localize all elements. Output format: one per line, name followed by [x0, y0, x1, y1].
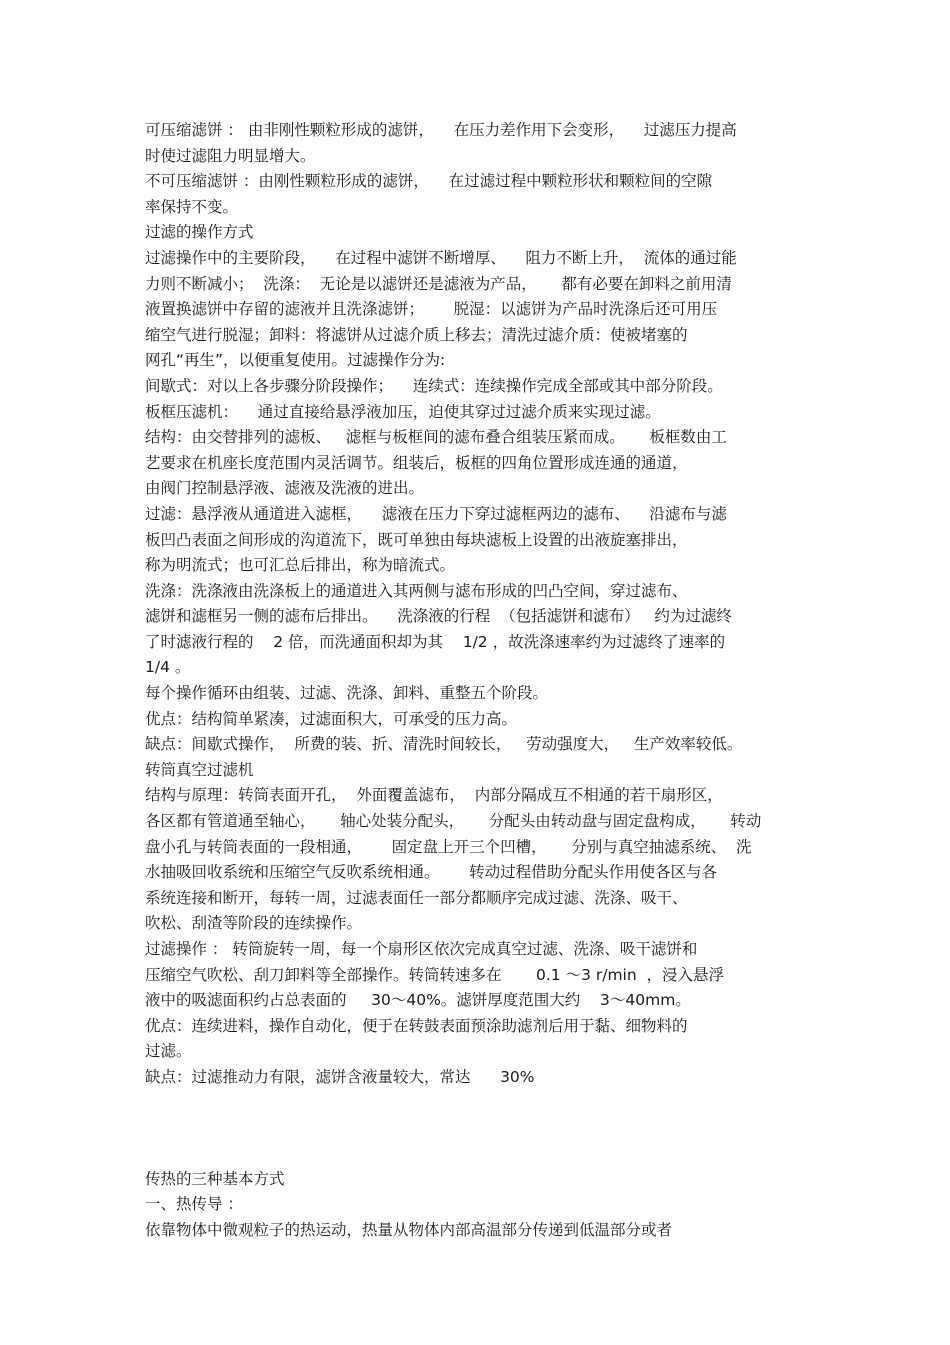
text-line: 系统连接和断开，每转一周，过滤表面任一部分都顺序完成过滤、洗涤、吸干、	[145, 888, 688, 907]
text-line: 网孔“再生”，以便重复使用。过滤操作分为:	[145, 351, 446, 370]
text-line: 可压缩滤饼 ： 由非刚性颗粒形成的滤饼， 在压力差作用下会变形， 过滤压力提高	[145, 121, 737, 139]
text-line: 传热的三种基本方式	[145, 1169, 285, 1188]
text-line: 缺点：过滤推动力有限，滤饼含液量较大，常达 30%	[145, 1067, 535, 1086]
text-line: 力则不断减小； 洗涤： 无论是以滤饼还是滤液为产品， 都有必要在卸料之前用清	[145, 274, 732, 293]
text-line: 吹松、刮渣等阶段的连续操作。	[145, 914, 363, 933]
text-line: 过滤的操作方式	[145, 223, 254, 242]
text-line: 转筒真空过滤机	[145, 760, 254, 779]
text-line: 缩空气进行脱湿；卸料：将滤饼从过滤介质上移去；清洗过滤介质：使被堵塞的	[145, 325, 688, 344]
text-line: 液中的吸滤面积约占总表面的 30～40%。滤饼厚度范围大约 3～40mm。	[145, 991, 691, 1010]
text-line: 优点：连续进料，操作自动化，便于在转鼓表面预涂助滤剂后用于黏、细物料的	[145, 1016, 688, 1035]
text-line: 间歇式：对以上各步骤分阶段操作； 连续式：连续操作完成全部或其中部分阶段。	[145, 376, 723, 395]
document-body	[145, 118, 810, 1243]
text-line: 板框压滤机： 通过直接给悬浮液加压，迫使其穿过过滤介质来实现过滤。	[145, 402, 661, 421]
text-line: 过滤。	[145, 1042, 192, 1061]
text-line: 依靠物体中微观粒子的热运动，热量从物体内部高温部分传递到低温部分或者	[145, 1220, 673, 1239]
text-line: 由阀门控制悬浮液、滤液及洗液的进出。	[145, 479, 425, 498]
section-gap	[145, 1091, 810, 1167]
heat-transfer-section	[145, 1167, 810, 1244]
text-line: 率保持不变。	[145, 197, 239, 216]
text-line: 优点：结构简单紧凑，过滤面积大，可承受的压力高。	[145, 709, 518, 728]
text-line: 1/4 。	[145, 658, 191, 677]
text-line: 板凹凸表面之间形成的沟道流下，既可单独由每块滤板上设置的出液旋塞排出，	[145, 530, 688, 549]
text-line: 不可压缩滤饼 ：由刚性颗粒形成的滤饼， 在过滤过程中颗粒形状和颗粒间的空隙	[145, 172, 713, 191]
text-line: 结构与原理：转筒表面开孔， 外面覆盖滤布， 内部分隔成互不相通的若干扇形区，	[145, 786, 723, 805]
text-line: 过滤操作中的主要阶段， 在过程中滤饼不断增厚、 阻力不断上升， 流体的通过能	[145, 248, 737, 267]
filtration-section	[145, 118, 810, 1091]
text-line: 艺要求在机座长度范围内灵活调节。组装后，板框的四角位置形成连通的通道，	[145, 453, 688, 472]
text-line: 缺点：间歇式操作， 所费的装、折、清洗时间较长， 劳动强度大， 生产效率较低。	[145, 735, 743, 754]
text-line: 盘小孔与转筒表面的一段相通， 固定盘上开三个凹槽， 分别与真空抽滤系统、 洗	[145, 837, 752, 856]
text-line: 液置换滤饼中存留的滤液并且洗涤滤饼； 脱湿：以滤饼为产品时洗涤后还可用压	[145, 300, 718, 319]
text-line: 一、热传导 ：	[145, 1195, 243, 1214]
text-line: 了时滤液行程的 2 倍，而洗通面积却为其 1/2 ，故洗涤速率约为过滤终了速率的	[145, 632, 726, 651]
text-line: 压缩空气吹松、刮刀卸料等全部操作。转筒转速多在 0.1 ～3 r/min ，浸入悬浮	[145, 965, 725, 984]
text-line: 过滤操作 ： 转筒旋转一周，每一个扇形区依次完成真空过滤、洗涤、吸干滤饼和	[145, 940, 698, 958]
text-line: 结构：由交替排列的滤板、 滤框与板框间的滤布叠合组装压紧而成。 板框数由工	[145, 428, 727, 447]
text-line: 滤饼和滤框另一侧的滤布后排出。 洗涤液的行程 （包括滤饼和滤布） 约为过滤终	[145, 607, 732, 626]
text-line: 时使过滤阻力明显增大。	[145, 146, 316, 165]
text-line: 称为明流式；也可汇总后排出，称为暗流式。	[145, 556, 456, 575]
text-line: 各区都有管道通至轴心， 轴心处装分配头， 分配头由转动盘与固定盘构成， 转动	[145, 812, 762, 831]
text-line: 水抽吸回收系统和压缩空气反吹系统相通。 转动过程借助分配头作用使各区与各	[145, 863, 718, 882]
text-line: 每个操作循环由组装、过滤、洗涤、卸料、重整五个阶段。	[145, 684, 549, 703]
text-line: 洗涤：洗涤液由洗涤板上的通道进入其两侧与滤布形成的凹凸空间，穿过滤布、	[145, 581, 688, 600]
text-line: 过滤：悬浮液从通道进入滤框， 滤液在压力下穿过滤框两边的滤布、 沿滤布与滤	[145, 504, 727, 523]
